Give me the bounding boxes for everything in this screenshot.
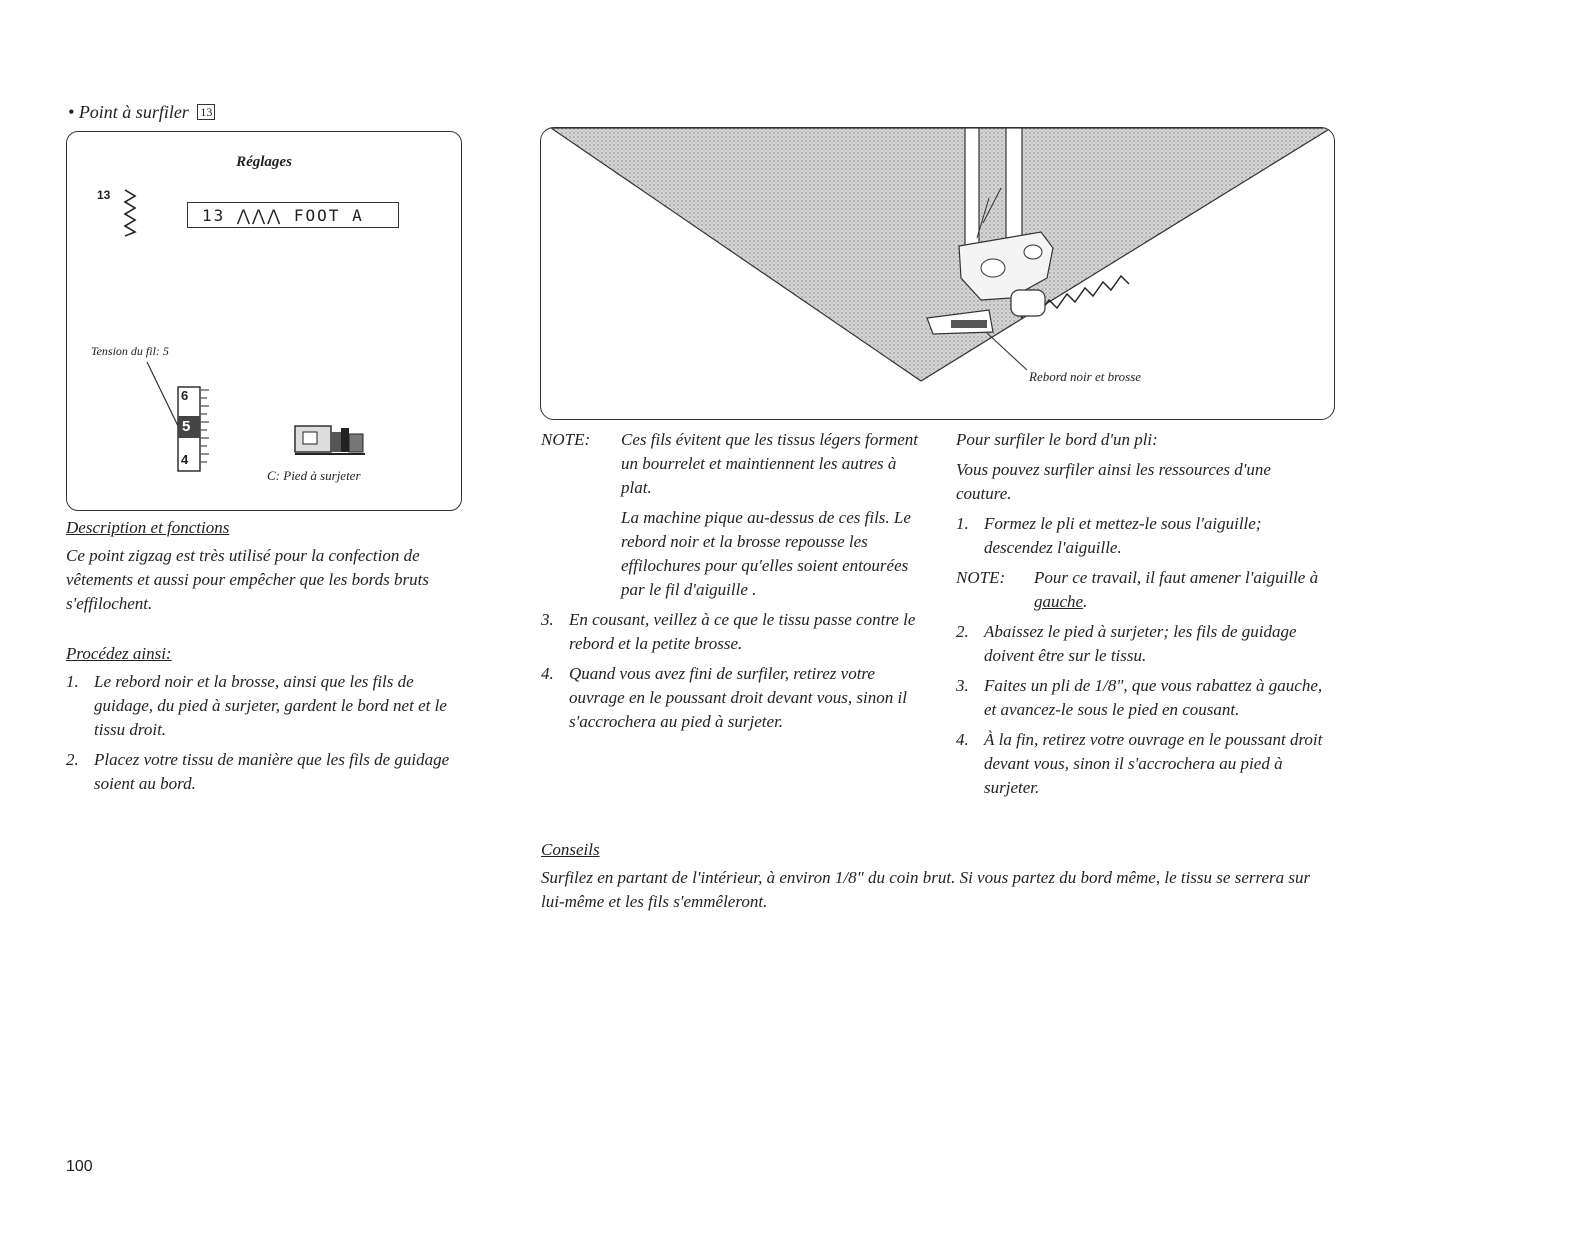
right-intro: Vous pouvez surfiler ainsi les ressources d'une couture.	[956, 460, 1271, 503]
step-number: 2.	[956, 622, 969, 641]
step-number: 1.	[66, 672, 79, 691]
list-item	[66, 748, 476, 796]
note-text: Pour ce travail, il faut amener l'aiguille à	[1034, 568, 1319, 587]
tension-label: Tension du fil: 5	[91, 344, 169, 358]
list-item	[956, 512, 1326, 560]
lcd-display: 13 ⋀⋀⋀ FOOT A	[187, 202, 399, 228]
heading-title: Point à surfiler	[78, 102, 189, 122]
illustration-caption: Rebord noir et brosse	[1029, 369, 1142, 384]
tension-value-5: 5	[182, 418, 191, 435]
settings-title: Réglages	[236, 154, 292, 170]
middle-steps	[541, 608, 931, 734]
list-item	[956, 728, 1326, 800]
foot-screw	[981, 259, 1005, 277]
list-item	[956, 674, 1326, 722]
tension-dial-icon	[177, 386, 211, 472]
caption-leader	[987, 333, 1027, 370]
step-text: Formez le pli et mettez-le sous l'aiguille; descendez l'aiguille.	[984, 514, 1262, 557]
tension-value-4: 4	[181, 452, 189, 467]
step-text: À la fin, retirez votre ouvrage en le poussant droit devant vous, sinon il s'accrochera au pied à surjeter.	[984, 730, 1323, 797]
list-item	[541, 662, 931, 734]
note-text-2: La machine pique au-dessus de ces fils. Le rebord noir et la brosse repousse les effilochures pour qu'elles soient entourées par le fil d'aiguille .	[621, 508, 911, 599]
tension-value-6: 6	[181, 388, 189, 403]
list-item	[541, 608, 931, 656]
note-text-end: .	[1083, 592, 1088, 611]
step-number: 3.	[541, 610, 554, 629]
procedure-title: Procédez ainsi:	[66, 644, 172, 663]
description-title: Description et fonctions	[66, 518, 230, 537]
page-number: 100	[66, 1158, 93, 1175]
note-block	[541, 428, 931, 602]
right-column	[956, 428, 1326, 806]
step-text: Faites un pli de 1/8", que vous rabattez à gauche, et avancez-le sous le pied en cousant.	[984, 676, 1323, 719]
procedure-list	[66, 670, 476, 796]
right-title: Pour surfiler le bord d'un pli:	[956, 430, 1158, 449]
black-edge-brush	[951, 320, 987, 328]
presser-bar	[1006, 128, 1022, 238]
step-text: Abaissez le pied à surjeter; les fils de guidage doivent être sur le tissu.	[984, 622, 1297, 665]
presser-foot-icon	[293, 424, 369, 458]
step-number: 3.	[956, 676, 969, 695]
note-text-1: Ces fils évitent que les tissus légers forment un bourrelet et maintiennent les autres à plat.	[621, 430, 918, 497]
fabric-triangle	[551, 128, 1331, 381]
description-section	[66, 518, 476, 616]
list-item	[66, 670, 476, 742]
note-label: NOTE:	[956, 568, 1006, 587]
note-block	[956, 566, 1326, 614]
step-text: Quand vous avez fini de surfiler, retirez votre ouvrage en le poussant droit devant vous, sinon il s'accrochera au pied à surjeter.	[569, 664, 907, 731]
bullet-icon: •	[68, 102, 75, 122]
sewing-illustration	[540, 127, 1335, 420]
tips-text: Surfilez en partant de l'intérieur, à environ 1/8" du coin brut. Si vous partez du bord même, le tissu se serrera sur lui-même et les fils s'emmêleront.	[541, 868, 1311, 911]
needle-bar	[965, 128, 979, 258]
description-text: Ce point zigzag est très utilisé pour la confection de vêtements et aussi pour empêcher que les bords bruts s'effilochent.	[66, 546, 429, 613]
step-text: Placez votre tissu de manière que les fils de guidage soient au bord.	[94, 750, 450, 793]
step-text: Le rebord noir et la brosse, ainsi que les fils de guidage, du pied à surjeter, gardent le bord net et le tissu droit.	[94, 672, 447, 739]
middle-column	[541, 428, 931, 740]
list-item	[956, 620, 1326, 668]
step-text: En cousant, veillez à ce que le tissu passe contre le rebord et la petite brosse.	[569, 610, 916, 653]
step-number: 1.	[956, 514, 969, 533]
note-text-underlined: gauche	[1034, 592, 1084, 611]
step-number: 4.	[956, 730, 969, 749]
settings-box	[66, 131, 462, 511]
step-number: 4.	[541, 664, 554, 683]
zigzag-stitch-icon	[123, 188, 137, 238]
settings-stitch-number: 13	[97, 188, 111, 202]
step-number: 2.	[66, 750, 79, 769]
foot-label: C: Pied à surjeter	[267, 468, 361, 483]
procedure-section	[66, 644, 476, 802]
tips-title: Conseils	[541, 840, 600, 859]
section-heading	[68, 102, 215, 123]
stitch-number-badge: 13	[197, 104, 215, 120]
tips-section	[541, 840, 1321, 914]
note-label: NOTE:	[541, 430, 591, 449]
